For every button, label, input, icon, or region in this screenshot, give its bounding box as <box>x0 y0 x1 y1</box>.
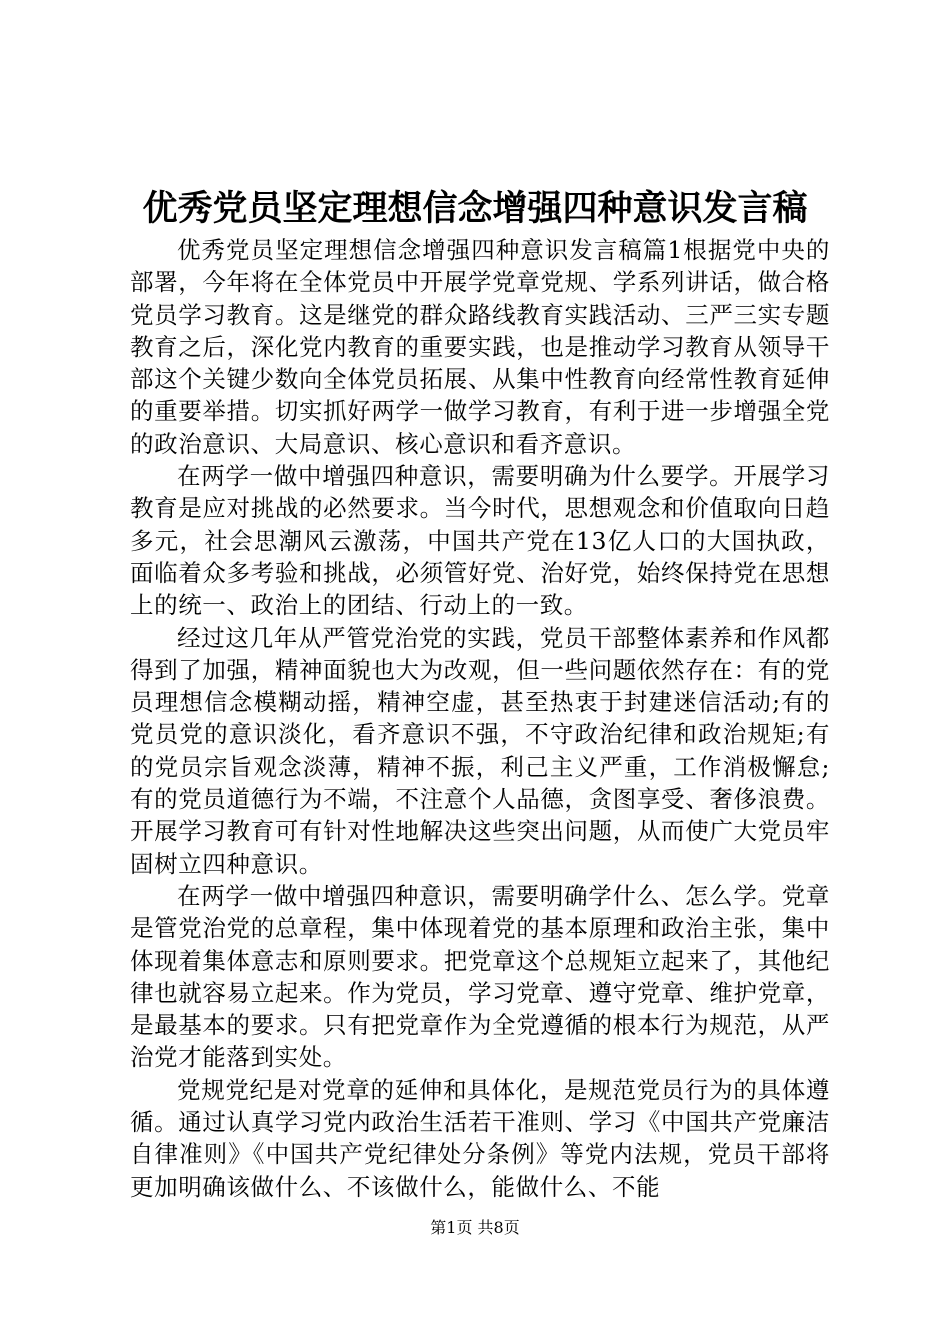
paragraph-3: 经过这几年从严管党治党的实践，党员干部整体素养和作风都得到了加强，精神面貌也大为改观，但一些问题依然存在：有的党员理想信念模糊动摇，精神空虚，甚至热衷于封建迷信活动;有的党员党的意识淡化，看齐意识不强，不守政治纪律和政治规矩;有的党员宗旨观念淡薄，精神不振，利己主义严重，工作消极懈怠;有的党员道德行为不端，不注意个人品德，贪图享受、奢侈浪费。开展学习教育可有针对性地解决这些突出问题，从而使广大党员牢固树立四种意识。 <box>130 623 830 878</box>
paragraph-4: 在两学一做中增强四种意识，需要明确学什么、怎么学。党章是管党治党的总章程，集中体现着党的基本原理和政治主张，集中体现着集体意志和原则要求。把党章这个总规矩立起来了，其他纪律也就容易立起来。作为党员，学习党章、遵守党章、维护党章，是最基本的要求。只有把党章作为全党遵循的根本行为规范，从严治党才能落到实处。 <box>130 881 830 1072</box>
paragraph-5: 党规党纪是对党章的延伸和具体化，是规范党员行为的具体遵循。通过认真学习党内政治生活若干准则、学习《中国共产党廉洁自律准则》《中国共产党纪律处分条例》等党内法规，党员干部将更加明确该做什么、不该做什么，能做什么、不能 <box>130 1075 830 1201</box>
document-body <box>130 234 830 1203</box>
page-number-footer: 第1页 共8页 <box>430 1218 520 1237</box>
paragraph-2: 在两学一做中增强四种意识，需要明确为什么要学。开展学习教育是应对挑战的必然要求。当今时代，思想观念和价值取向日趋多元，社会思潮风云激荡，中国共产党在13亿人口的大国执政，面临着众多考验和挑战，必须管好党、治好党，始终保持党在思想上的统一、政治上的团结、行动上的一致。 <box>130 462 830 620</box>
paragraph-1: 优秀党员坚定理想信念增强四种意识发言稿篇1根据党中央的部署，今年将在全体党员中开展学党章党规、学系列讲话，做合格党员学习教育。这是继党的群众路线教育实践活动、三严三实专题教育之后，深化党内教育的重要实践，也是推动学习教育从领导干部这个关键少数向全体党员拓展、从集中性教育向经常性教育延伸的重要举措。切实抓好两学一做学习教育，有利于进一步增强全党的政治意识、大局意识、核心意识和看齐意识。 <box>130 236 830 458</box>
document-title: 优秀党员坚定理想信念增强四种意识发言稿 <box>142 188 808 229</box>
